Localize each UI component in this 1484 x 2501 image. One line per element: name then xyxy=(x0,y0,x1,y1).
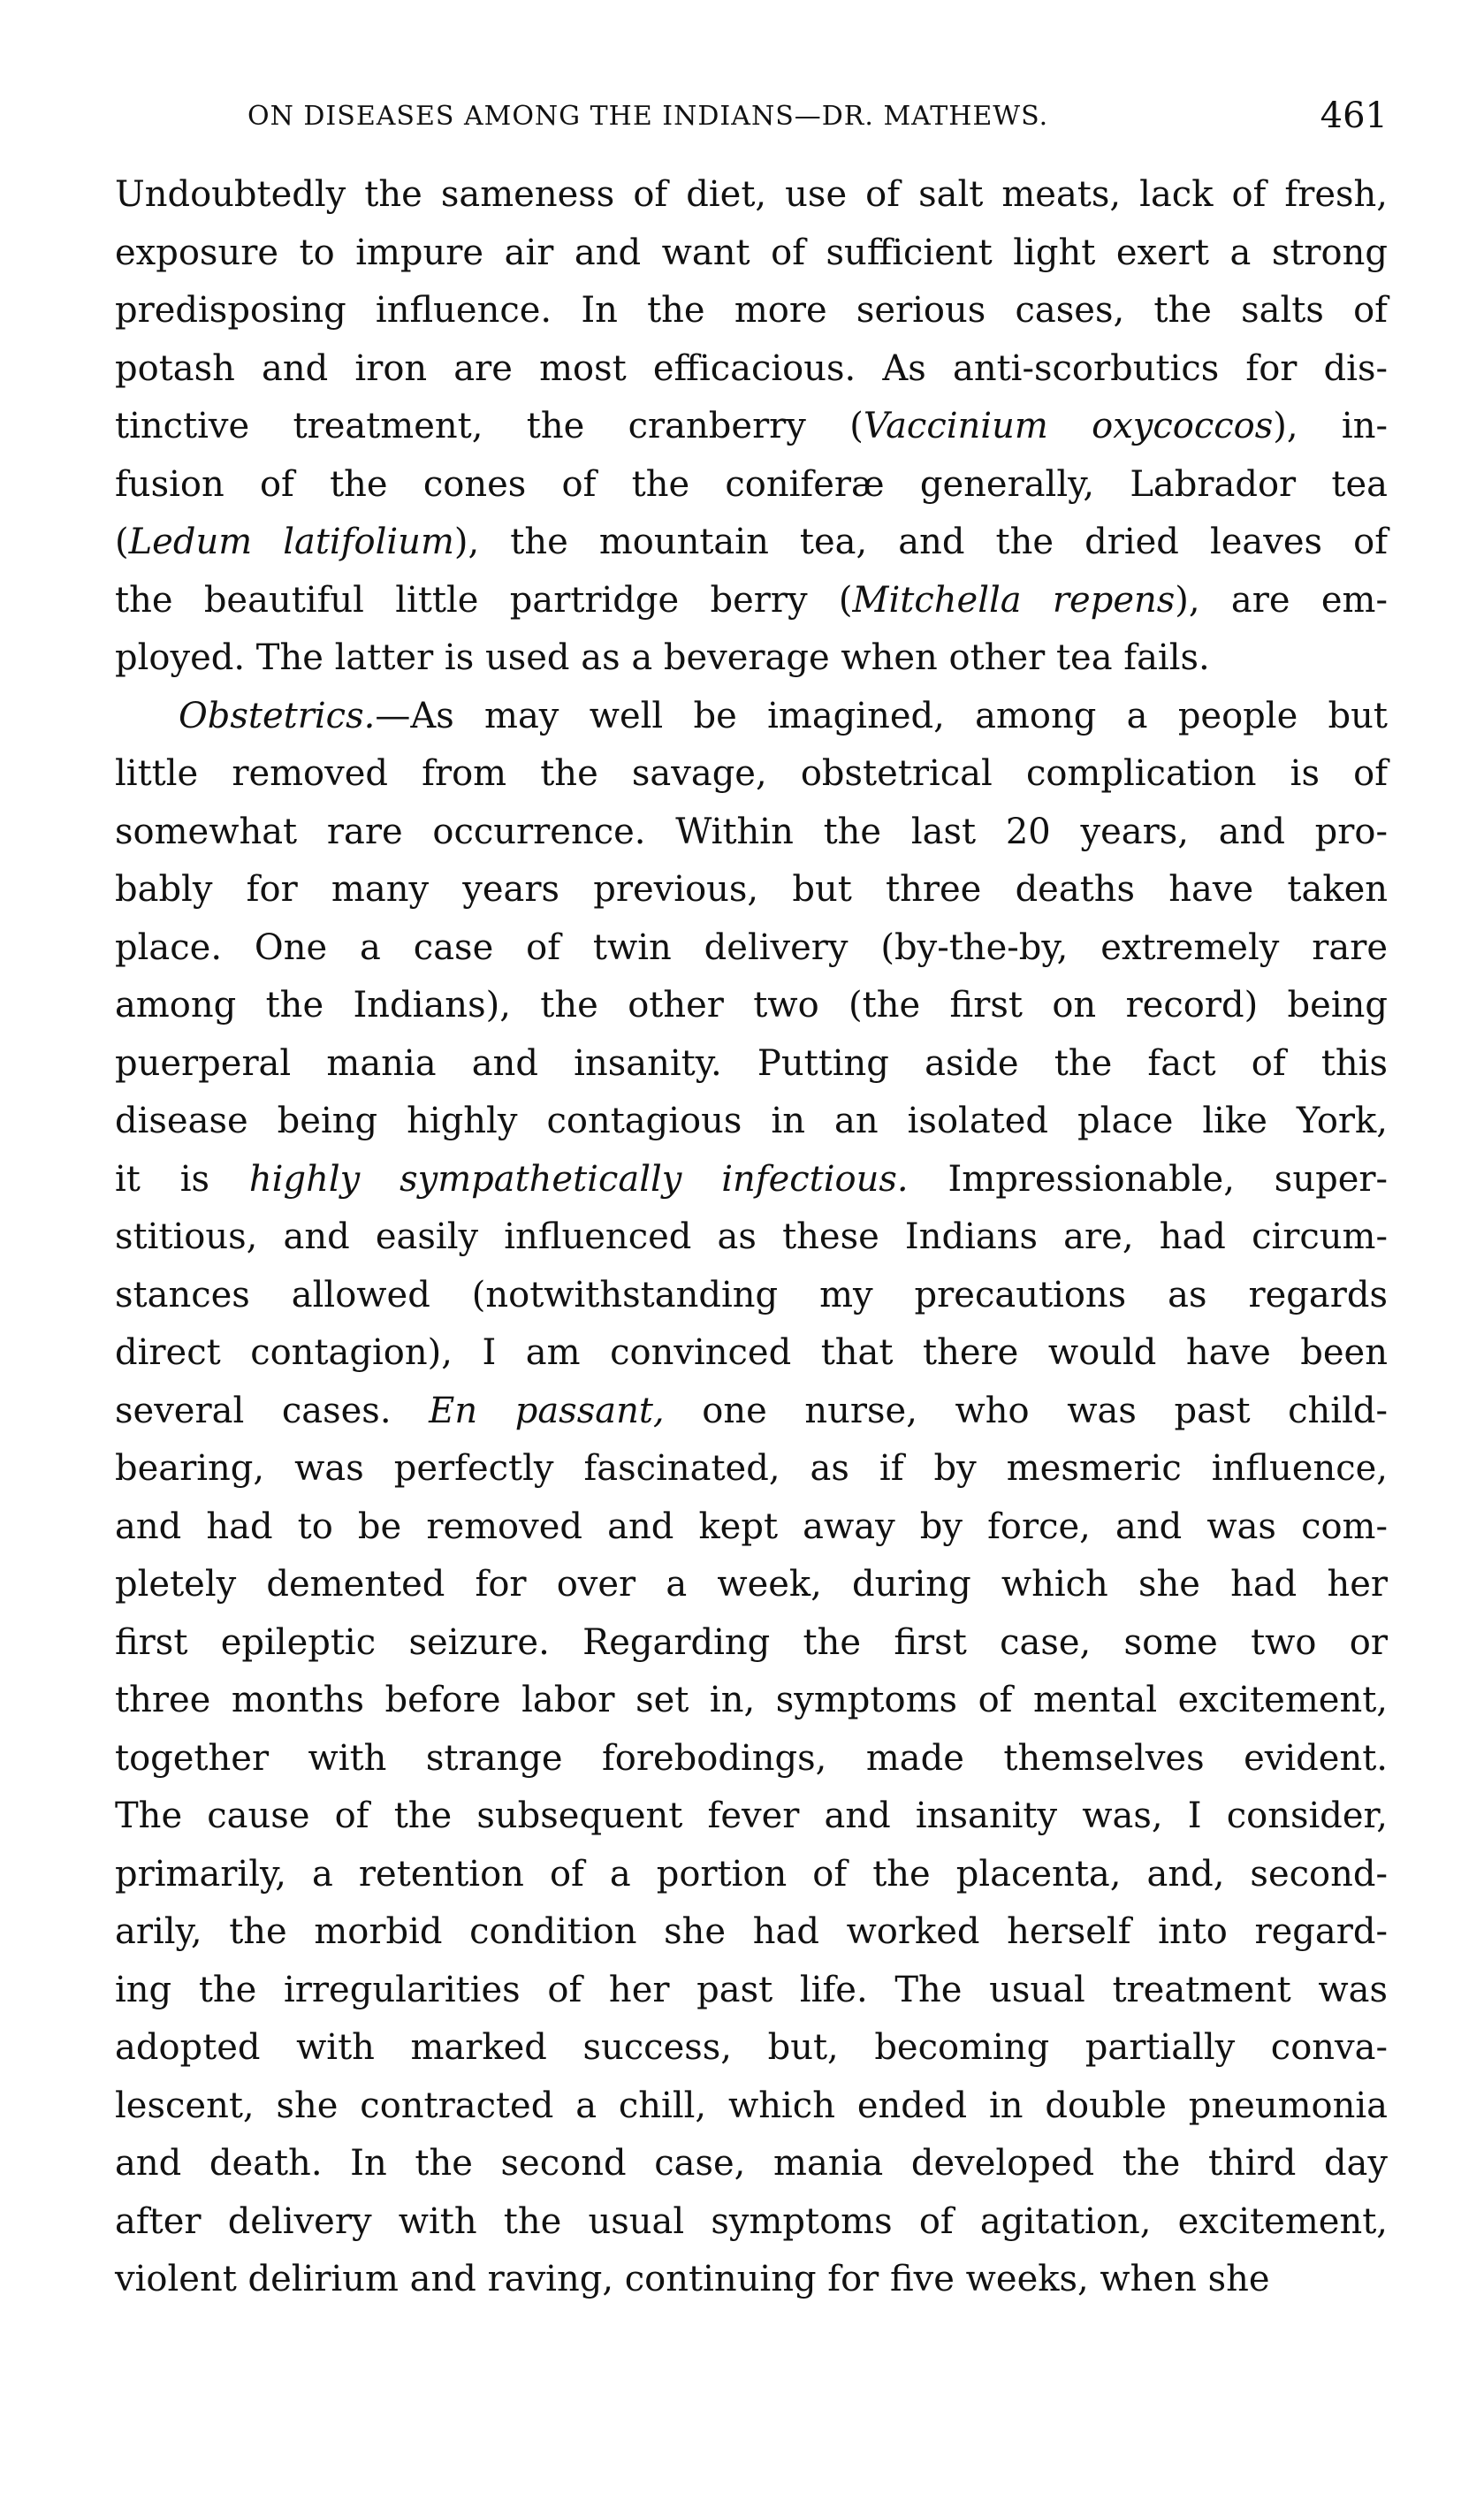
text-segment: Undoubtedly the sameness of diet, use of salt meats, lack of fresh, xyxy=(115,174,1388,215)
text-segment: disease being highly contagious in an isolated place like York, xyxy=(115,1101,1388,1141)
text-line xyxy=(115,1614,1388,1673)
text-segment: puerperal mania and insanity. Putting aside the fact of this xyxy=(115,1042,1388,1084)
text-segment: ), are em- xyxy=(1175,579,1388,621)
text-line xyxy=(115,919,1388,978)
text-line xyxy=(115,225,1388,283)
text-segment: three months before labor set in, symptoms of mental excitement, xyxy=(115,1680,1388,1720)
text-segment: direct contagion), I am convinced that there would have been xyxy=(115,1332,1388,1373)
text-segment: Impressionable, super- xyxy=(908,1158,1389,1200)
text-segment: ), the mountain tea, and the dried leaves of xyxy=(453,522,1388,562)
text-segment: predisposing influence. In the more serious cases, the salts of xyxy=(115,290,1388,331)
text-line xyxy=(115,745,1388,804)
text-segment: among the Indians), the other two (the first on record) being xyxy=(115,985,1388,1026)
italic-text: highly sympathetically infectious. xyxy=(248,1158,909,1200)
text-line xyxy=(115,1209,1388,1267)
italic-text: Obstetrics. xyxy=(179,695,376,736)
text-segment: lescent, she contracted a chill, which ended in double pneumonia xyxy=(115,2085,1388,2126)
text-line xyxy=(115,1151,1388,1209)
text-segment: somewhat rare occurrence. Within the last 20 years, and pro- xyxy=(115,811,1388,852)
text-segment: first epileptic seizure. Regarding the first case, some two or xyxy=(115,1621,1388,1663)
text-line xyxy=(115,977,1388,1035)
text-line xyxy=(115,2019,1388,2078)
text-segment: The cause of the subsequent fever and insanity was, I consider, xyxy=(115,1796,1388,1836)
text-line xyxy=(115,629,1388,688)
text-segment: exposure to impure air and want of sufficient light exert a strong xyxy=(115,232,1388,273)
text-line xyxy=(115,456,1388,515)
text-segment: ), in- xyxy=(1273,406,1388,446)
text-line xyxy=(115,1672,1388,1730)
text-segment: tinctive treatment, the cranberry ( xyxy=(115,406,864,446)
text-segment: several cases. xyxy=(115,1390,430,1431)
text-line xyxy=(115,688,1388,746)
italic-text: Vaccinium oxycoccos xyxy=(863,406,1274,446)
running-head xyxy=(115,95,1388,140)
text-segment: and death. In the second case, mania developed the third day xyxy=(115,2143,1388,2184)
text-line xyxy=(115,2251,1388,2309)
text-line xyxy=(115,514,1388,572)
text-line xyxy=(115,1962,1388,2020)
page-number: 461 xyxy=(1320,95,1388,136)
text-segment: and had to be removed and kept away by force, and was com- xyxy=(115,1506,1388,1547)
text-line xyxy=(115,1903,1388,1962)
text-segment: bearing, was perfectly fascinated, as if by mesmeric influence, xyxy=(115,1448,1388,1489)
text-segment: potash and iron are most efficacious. As anti-scorbutics for dis- xyxy=(115,347,1388,389)
text-segment: stances allowed (notwithstanding my precautions as regards xyxy=(115,1274,1388,1315)
text-segment: —As may well be imagined, among a people but xyxy=(375,695,1388,736)
text-segment: the beautiful little partridge berry ( xyxy=(115,579,853,621)
text-line xyxy=(115,340,1388,399)
text-line xyxy=(115,1788,1388,1846)
text-segment: together with strange forebodings, made themselves evident. xyxy=(115,1737,1388,1779)
italic-text: Mitchella repens xyxy=(852,579,1176,621)
text-segment: after delivery with the usual symptoms of agitation, excitement, xyxy=(115,2200,1388,2242)
text-line xyxy=(115,804,1388,862)
text-segment: fusion of the cones of the coniferæ generally, Labrador tea xyxy=(115,463,1388,505)
text-line xyxy=(115,1093,1388,1151)
text-segment: violent delirium and raving, continuing for five weeks, when she xyxy=(115,2259,1270,2299)
italic-text: En passant, xyxy=(429,1390,665,1431)
text-line xyxy=(115,282,1388,340)
text-line xyxy=(115,1035,1388,1094)
text-line xyxy=(115,2078,1388,2136)
text-segment: ( xyxy=(115,522,129,562)
text-line xyxy=(115,2135,1388,2193)
text-segment: one nurse, who was past child- xyxy=(664,1390,1388,1431)
text-segment: arily, the morbid condition she had worked herself into regard- xyxy=(115,1911,1388,1952)
body-text xyxy=(115,166,1388,2309)
text-segment: ing the irregularities of her past life. The usual treatment was xyxy=(115,1969,1388,2010)
text-line xyxy=(115,2193,1388,2252)
text-line xyxy=(115,1324,1388,1383)
text-segment: primarily, a retention of a portion of the placenta, and, second- xyxy=(115,1853,1388,1895)
text-line xyxy=(115,1498,1388,1557)
text-line xyxy=(115,1556,1388,1614)
text-line xyxy=(115,1383,1388,1441)
text-segment: it is xyxy=(115,1158,249,1200)
text-segment: adopted with marked success, but, becoming partially conva- xyxy=(115,2027,1388,2068)
text-line xyxy=(115,861,1388,919)
text-line xyxy=(115,398,1388,456)
text-segment: pletely demented for over a week, during which she had her xyxy=(115,1564,1388,1605)
text-segment: little removed from the savage, obstetrical complication is of xyxy=(115,753,1388,794)
text-line xyxy=(115,1730,1388,1788)
text-line xyxy=(115,1440,1388,1498)
text-line xyxy=(115,1267,1388,1325)
italic-text: Ledum latifolium xyxy=(128,522,454,562)
text-segment: ployed. The latter is used as a beverage when other tea fails. xyxy=(115,637,1210,678)
text-line xyxy=(115,1846,1388,1904)
text-line xyxy=(115,572,1388,630)
text-segment: bably for many years previous, but three deaths have taken xyxy=(115,869,1388,910)
running-head-title: ON DISEASES AMONG THE INDIANS—DR. MATHEWS. xyxy=(247,101,1049,132)
text-line xyxy=(115,166,1388,225)
text-segment: stitious, and easily influenced as these Indians are, had circum- xyxy=(115,1216,1388,1257)
text-segment: place. One a case of twin delivery (by-the-by, extremely rare xyxy=(115,926,1388,968)
